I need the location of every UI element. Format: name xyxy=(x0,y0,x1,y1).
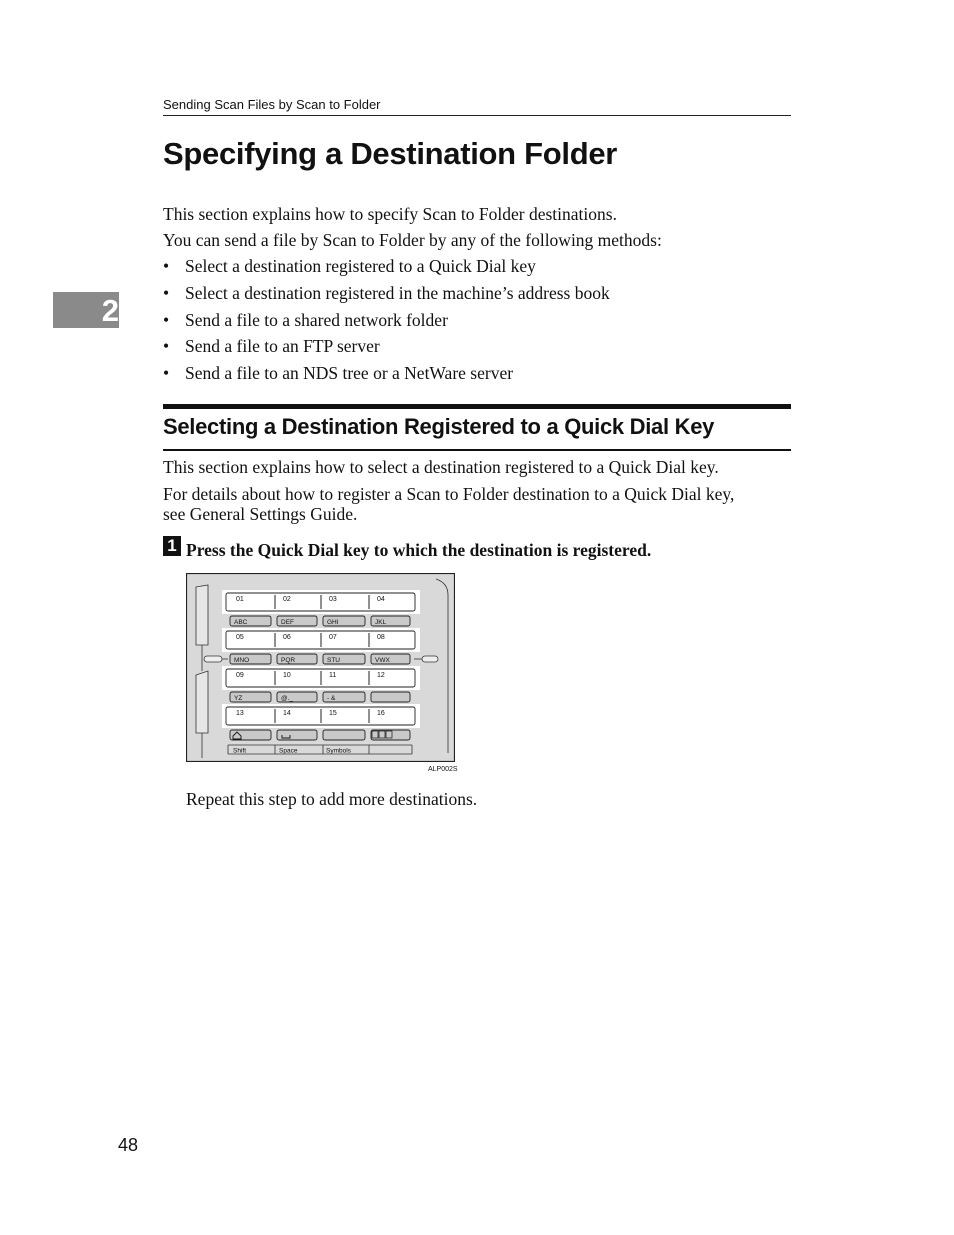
list-item: • Select a destination registered to a Quick Dial key xyxy=(163,256,536,276)
intro-line-1: This section explains how to specify Scan to Folder destinations. xyxy=(163,204,617,224)
section-para-2b: see General Settings Guide. xyxy=(163,504,358,524)
header-rule xyxy=(163,115,791,116)
quick-dial-key-button[interactable] xyxy=(230,730,271,740)
quick-dial-key-number: 13 xyxy=(236,710,244,717)
quick-dial-key-label: MNO xyxy=(234,657,250,664)
repeat-note: Repeat this step to add more destinations. xyxy=(186,789,478,809)
quick-dial-key-button[interactable] xyxy=(371,730,410,740)
list-item: • Send a file to an FTP server xyxy=(163,336,380,357)
quick-dial-key-number: 15 xyxy=(329,710,337,717)
quick-dial-key-number: 04 xyxy=(377,596,385,603)
quick-dial-key-label: STU xyxy=(327,657,340,664)
symbols-label: Symbols xyxy=(326,747,351,755)
section-rule-bottom xyxy=(163,449,791,451)
quick-dial-key-label: @._ xyxy=(281,695,294,702)
step-number-icon: 1 xyxy=(163,536,181,556)
quick-dial-key-number: 06 xyxy=(283,634,291,641)
chapter-number: 2 xyxy=(101,293,119,328)
quick-dial-key-number: 14 xyxy=(283,710,291,717)
quick-dial-key-number: 07 xyxy=(329,634,337,641)
quick-dial-key-label: PQR xyxy=(281,657,296,664)
quick-dial-key-label: GHI xyxy=(327,619,339,626)
figure-id: ALP002S xyxy=(428,766,458,773)
quick-dial-key-number: 16 xyxy=(377,710,385,717)
running-head: Sending Scan Files by Scan to Folder xyxy=(163,97,381,112)
quick-dial-panel-illustration xyxy=(186,573,455,762)
quick-dial-key-number: 12 xyxy=(377,672,385,679)
quick-dial-key-label: YZ xyxy=(234,695,243,702)
quick-dial-key-label: - & xyxy=(327,695,336,702)
quick-dial-key-number: 02 xyxy=(283,596,291,603)
section-rule-top xyxy=(163,404,791,409)
list-item: • Select a destination registered in the machine’s address book xyxy=(163,282,610,303)
quick-dial-key-number: 11 xyxy=(329,672,337,679)
step-instruction: Press the Quick Dial key to which the destination is registered. xyxy=(186,540,652,560)
intro-line-2: You can send a file by Scan to Folder by any of the following methods: xyxy=(163,230,662,250)
quick-dial-key-number: 10 xyxy=(283,672,291,679)
page-number: 48 xyxy=(118,1135,139,1155)
quick-dial-key-button[interactable] xyxy=(323,730,365,740)
section-para-1: This section explains how to select a destination registered to a Quick Dial key. xyxy=(163,457,719,477)
quick-dial-key-number: 08 xyxy=(377,634,385,641)
quick-dial-key-label: ABC xyxy=(234,619,248,626)
method-list xyxy=(163,256,610,390)
quick-dial-panel-figure xyxy=(186,573,455,762)
quick-dial-key-button[interactable] xyxy=(371,692,410,702)
section-title: Selecting a Destination Registered to a Quick Dial Key xyxy=(163,414,715,439)
quick-dial-key-number: 05 xyxy=(236,634,244,641)
space-label: Space xyxy=(279,747,298,755)
page-title: Specifying a Destination Folder xyxy=(163,136,618,171)
list-item: • Send a file to a shared network folder xyxy=(163,309,448,330)
quick-dial-key-label: VWX xyxy=(375,657,390,664)
quick-dial-key-label: JKL xyxy=(375,619,387,626)
quick-dial-key-number: 03 xyxy=(329,596,337,603)
list-item: • Send a file to an NDS tree or a NetWare server xyxy=(163,363,514,384)
quick-dial-key-label: DEF xyxy=(281,619,294,626)
shift-label: Shift xyxy=(233,747,247,755)
section-para-2a: For details about how to register a Scan to Folder destination to a Quick Dial key, xyxy=(163,484,735,504)
quick-dial-key-button[interactable] xyxy=(277,730,317,740)
quick-dial-key-number: 01 xyxy=(236,596,244,603)
quick-dial-key-number: 09 xyxy=(236,672,244,679)
